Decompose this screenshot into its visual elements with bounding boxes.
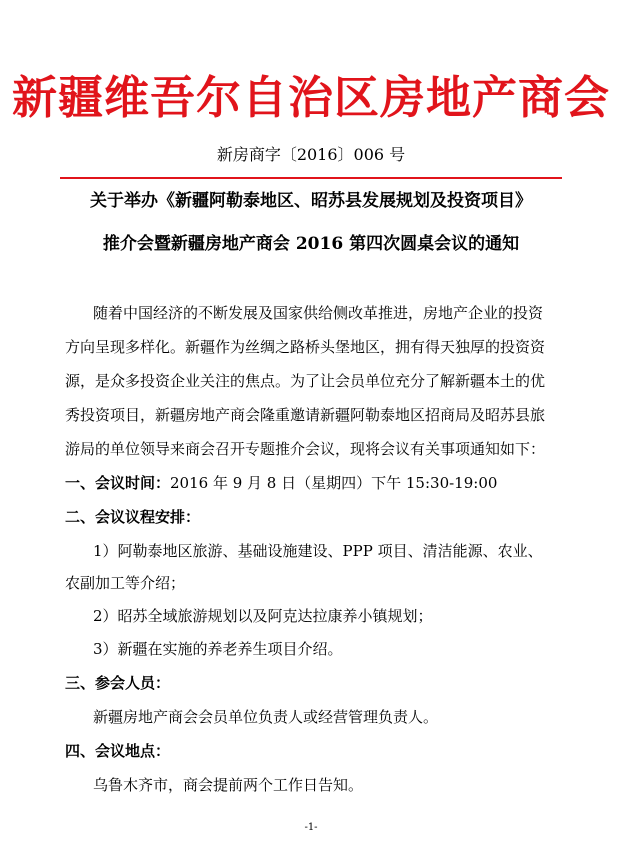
intro-line: 源，是众多投资企业关注的焦点。为了让会员单位充分了解新疆本土的优 <box>65 372 546 390</box>
intro-line: 游局的单位领导来商会召开专题推介会议，现将会议有关事项通知如下： <box>65 440 546 458</box>
agenda-item-3: 3）新疆在实施的养老养生项目介绍。 <box>93 640 343 658</box>
section-time-label: 一、会议时间： <box>65 474 171 492</box>
venue-value: 乌鲁木齐市，商会提前两个工作日告知。 <box>93 776 364 794</box>
section-venue-label: 四、会议地点： <box>65 742 171 760</box>
section-venue <box>65 740 170 762</box>
agenda-item-2: 2）昭苏全域旅游规划以及阿克达拉康养小镇规划； <box>93 607 433 625</box>
intro-line: 方向呈现多样化。新疆作为丝绸之路桥头堡地区，拥有得天独厚的投资资 <box>65 338 546 356</box>
agenda-item-1-line-1: 1）阿勒泰地区旅游、基础设施建设、PPP 项目、清洁能源、农业、 <box>93 542 543 560</box>
notice-title-line-2: 推介会暨新疆房地产商会 2016 第四次圆桌会议的通知 <box>102 234 520 254</box>
section-agenda <box>65 506 200 528</box>
organization-title: 新疆维吾尔自治区房地产商会 <box>11 71 610 124</box>
document-number: 新房商字〔2016〕006 号 <box>216 145 406 164</box>
page-number: -1- <box>304 822 318 833</box>
attendees-value: 新疆房地产商会会员单位负责人或经营管理负责人。 <box>93 708 439 726</box>
section-time-value: 2016 年 9 月 8 日（星期四）下午 15:30-19:00 <box>170 474 498 492</box>
section-attendees-label: 三、参会人员： <box>65 674 171 692</box>
intro-line: 随着中国经济的不断发展及国家供给侧改革推进，房地产企业的投资 <box>93 304 544 322</box>
section-agenda-label: 二、会议议程安排： <box>65 508 201 526</box>
notice-title-line-1: 关于举办《新疆阿勒泰地区、昭苏县发展规划及投资项目》 <box>90 191 532 211</box>
agenda-item-1-line-2: 农副加工等介绍； <box>65 574 186 592</box>
section-time <box>65 472 497 494</box>
header-divider <box>60 177 562 179</box>
intro-line: 秀投资项目，新疆房地产商会隆重邀请新疆阿勒泰地区招商局及昭苏县旅 <box>65 406 546 424</box>
section-attendees <box>65 672 170 694</box>
